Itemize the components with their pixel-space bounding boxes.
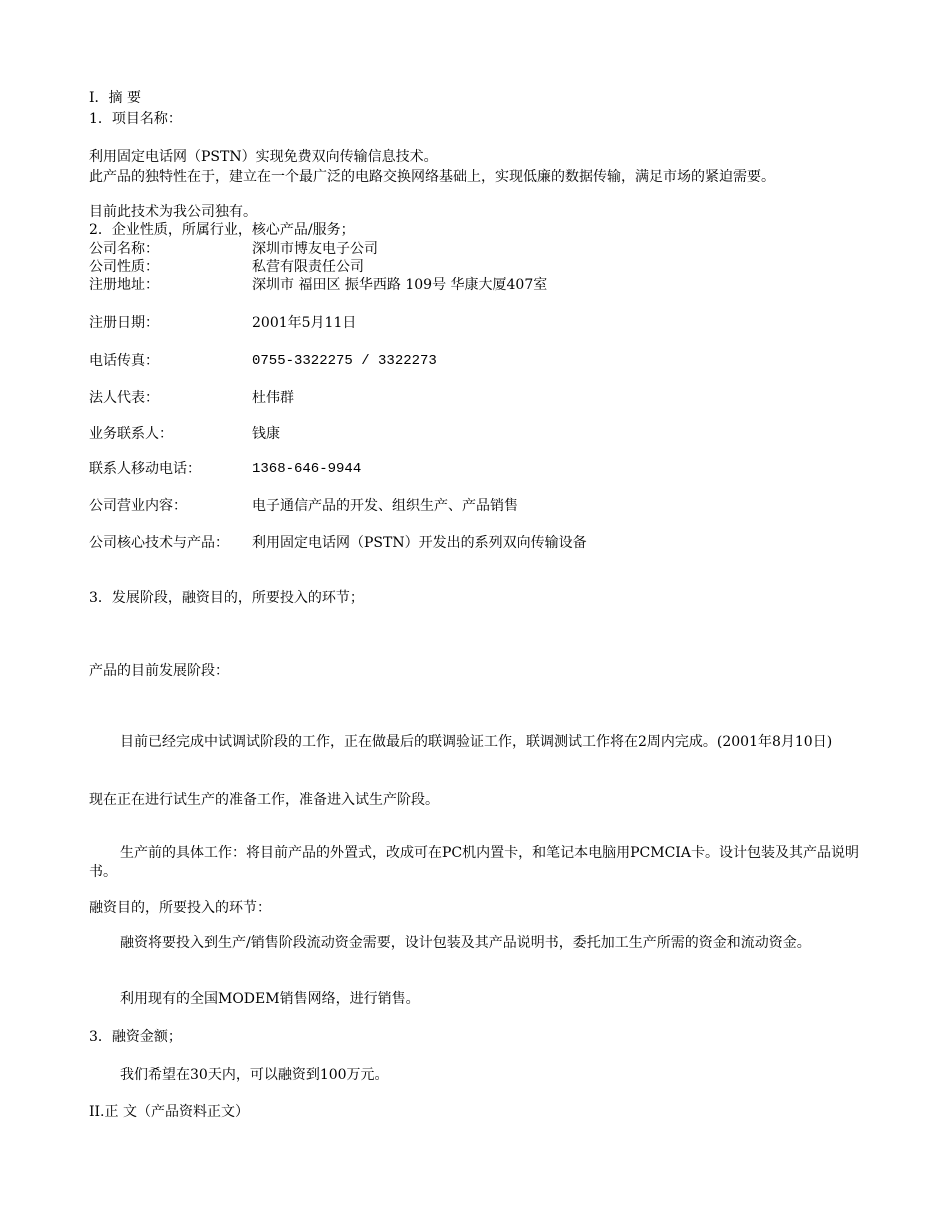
company-label: 注册日期： — [89, 315, 159, 331]
company-label: 注册地址： — [89, 277, 159, 293]
stage-heading: 产品的目前发展阶段： — [89, 663, 229, 679]
summary-heading: I．摘 要 — [89, 90, 141, 106]
company-value: 深圳市 福田区 振华西路 109号 华康大厦407室 — [252, 277, 548, 293]
sales-text: 利用现有的全国MODEM销售网络，进行销售。 — [120, 991, 420, 1007]
company-label: 公司性质： — [89, 259, 159, 275]
purpose-text: 融资将要投入到生产/销售阶段流动资金需要，设计包装及其产品说明书，委托加工生产所需的资金和流动资金。 — [120, 935, 811, 951]
funding-heading: 3．融资金额； — [89, 1029, 182, 1045]
project-name: 利用固定电话网（PSTN）实现免费双向传输信息技术。 — [89, 149, 438, 165]
company-value: 2001年5月11日 — [252, 315, 357, 331]
company-value: 深圳市博友电子公司 — [252, 241, 378, 257]
exclusive-text: 目前此技术为我公司独有。 — [89, 204, 257, 220]
company-value: 电子通信产品的开发、组织生产、产品销售 — [252, 498, 518, 514]
company-value: 0755-3322275 / 3322273 — [252, 353, 437, 369]
uniqueness-text: 此产品的独特性在于，建立在一个最广泛的电路交换网络基础上，实现低廉的数据传输，满足市场的紧迫需要。 — [89, 169, 775, 185]
trial-prep-text: 现在正在进行试生产的准备工作，准备进入试生产阶段。 — [89, 792, 439, 808]
purpose-heading: 融资目的，所要投入的环节： — [89, 900, 271, 916]
body-heading: II.正 文（产品资料正文） — [89, 1104, 249, 1120]
company-value: 利用固定电话网（PSTN）开发出的系列双向传输设备 — [252, 535, 587, 551]
company-value: 钱康 — [252, 426, 280, 442]
item-3-heading: 3．发展阶段，融资目的，所要投入的环节； — [89, 590, 364, 606]
company-value: 1368-646-9944 — [252, 461, 362, 477]
company-label: 业务联系人： — [89, 426, 173, 442]
company-label: 联系人移动电话： — [89, 461, 201, 477]
item-1-heading: 1．项目名称： — [89, 111, 182, 127]
company-value: 私营有限责任公司 — [252, 259, 364, 275]
company-value: 杜伟群 — [252, 390, 294, 406]
stage-text: 目前已经完成中试调试阶段的工作，正在做最后的联调验证工作，联调测试工作将在2周内完成。(2001年8月10日) — [120, 734, 833, 750]
company-label: 电话传真： — [89, 353, 159, 369]
company-label: 法人代表： — [89, 390, 159, 406]
company-label: 公司名称： — [89, 241, 159, 257]
item-2-heading: 2．企业性质，所属行业，核心产品/服务； — [89, 222, 355, 238]
pre-production-text: 生产前的具体工作：将目前产品的外置式，改成可在PC机内置卡，和笔记本电脑用PCMCIA卡。设计包装及其产品说明书。 — [89, 845, 859, 880]
company-label: 公司营业内容： — [89, 498, 187, 514]
company-label: 公司核心技术与产品： — [89, 535, 229, 551]
funding-text: 我们希望在30天内，可以融资到100万元。 — [120, 1067, 389, 1083]
